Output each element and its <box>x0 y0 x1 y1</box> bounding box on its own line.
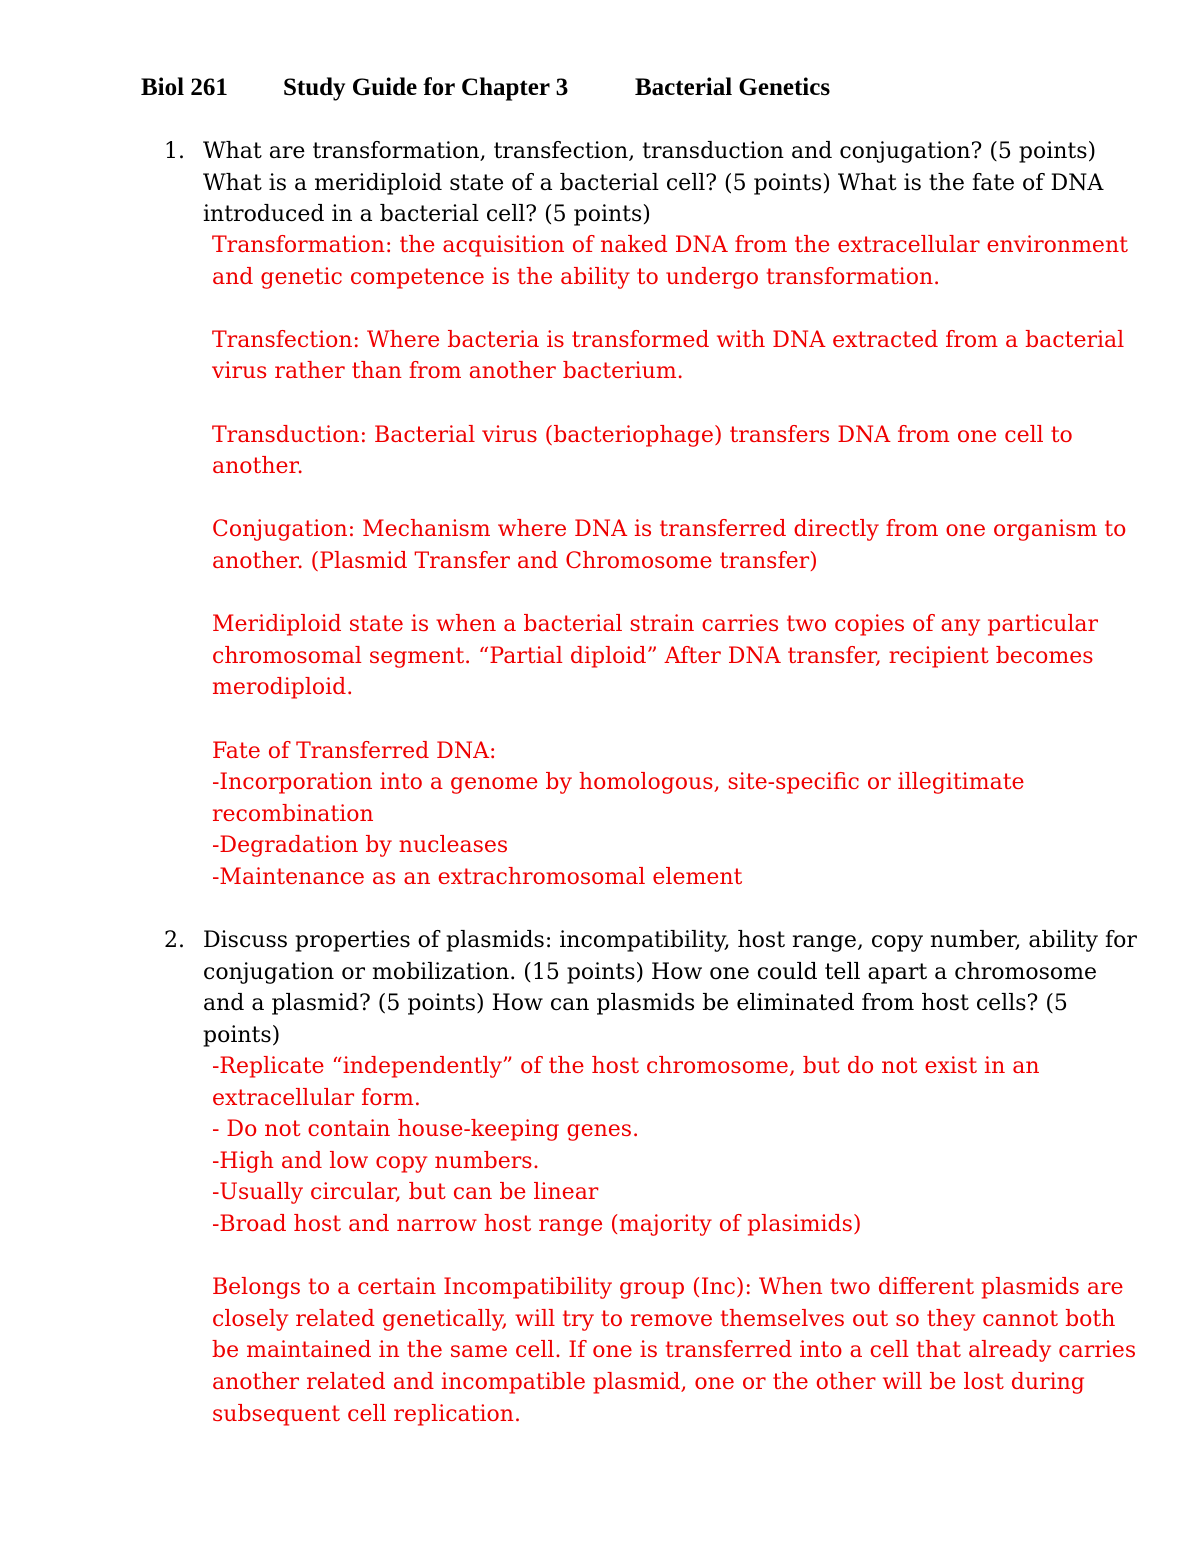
answer-line: -Maintenance as an extrachromosomal element <box>212 864 743 890</box>
answer-line: another. <box>212 454 304 480</box>
question-number: 1. <box>164 139 185 164</box>
answer-line: Transduction: Bacterial virus (bacteriophage) transfers DNA from one cell to <box>212 422 1073 448</box>
answer-line: Transformation: the acquisition of naked DNA from the extracellular environment <box>212 233 1128 258</box>
answer-conjugation <box>212 514 1152 577</box>
answer-incompatibility <box>212 1272 1152 1430</box>
title-guide: Study Guide for Chapter 3 <box>283 74 569 101</box>
answer-line: Fate of Transferred DNA: <box>212 738 497 764</box>
answer-line: closely related genetically, will try to remove themselves out so they cannot both <box>212 1306 1116 1332</box>
question-line: Discuss properties of plasmids: incompatibility, host range, copy number, ability for <box>203 928 1137 953</box>
answer-transformation <box>212 230 1152 293</box>
answer-line: - Do not contain house-keeping genes. <box>212 1117 640 1143</box>
answer-line: -High and low copy numbers. <box>212 1148 540 1174</box>
answer-line: and genetic competence is the ability to undergo transformation. <box>212 264 941 290</box>
answer-line: Meridiploid state is when a bacterial strain carries two copies of any particular <box>212 612 1098 638</box>
answer-line: subsequent cell replication. <box>212 1401 521 1427</box>
answer-line: virus rather than from another bacterium. <box>212 359 684 385</box>
answer-line: Conjugation: Mechanism where DNA is transferred directly from one organism to <box>212 517 1127 543</box>
answer-line: another. (Plasmid Transfer and Chromosome transfer) <box>212 548 818 574</box>
answer-line: -Replicate “independently” of the host chromosome, but do not exist in an <box>212 1054 1040 1079</box>
answer-line: -Broad host and narrow host range (majority of plasimids) <box>212 1211 862 1237</box>
question-line: introduced in a bacterial cell? (5 points) <box>203 202 651 228</box>
answer-line: Belongs to a certain Incompatibility group (Inc): When two different plasmids are <box>212 1275 1124 1301</box>
answer-line: -Degradation by nucleases <box>212 833 509 859</box>
title-course: Biol 261 <box>141 74 228 101</box>
answer-line: be maintained in the same cell. If one is transferred into a cell that already carries <box>212 1338 1137 1364</box>
question-line: conjugation or mobilization. (15 points) How one could tell apart a chromosome <box>203 959 1098 985</box>
question-line: and a plasmid? (5 points) How can plasmids be eliminated from host cells? (5 <box>203 991 1068 1017</box>
answer-line: -Usually circular, but can be linear <box>212 1180 599 1206</box>
answer-line: another related and incompatible plasmid, one or the other will be lost during <box>212 1369 1085 1395</box>
answer-plasmid-properties <box>212 1051 1152 1241</box>
answer-transfection <box>212 325 1152 388</box>
answer-line: -Incorporation into a genome by homologous, site-specific or illegitimate <box>212 770 1025 796</box>
question-number: 2. <box>164 928 185 953</box>
answer-line: merodiploid. <box>212 675 354 701</box>
question-text <box>203 136 1133 231</box>
title-topic: Bacterial Genetics <box>635 74 831 101</box>
answer-line: chromosomal segment. “Partial diploid” After DNA transfer, recipient becomes <box>212 643 1094 669</box>
question-text <box>203 925 1137 1051</box>
answer-line: extracellular form. <box>212 1085 421 1111</box>
answer-meridiploid <box>212 609 1152 704</box>
answer-1 <box>212 230 1152 893</box>
answer-fate-of-dna <box>212 736 1152 894</box>
answer-line: Transfection: Where bacteria is transformed with DNA extracted from a bacterial <box>212 327 1125 353</box>
question-line: What is a meridiploid state of a bacterial cell? (5 points) What is the fate of DNA <box>203 170 1104 196</box>
question-line: points) <box>203 1022 281 1048</box>
answer-2 <box>212 1051 1152 1430</box>
answer-transduction <box>212 420 1152 483</box>
answer-line: recombination <box>212 801 374 827</box>
question-line: What are transformation, transfection, transduction and conjugation? (5 points) <box>203 139 1097 164</box>
